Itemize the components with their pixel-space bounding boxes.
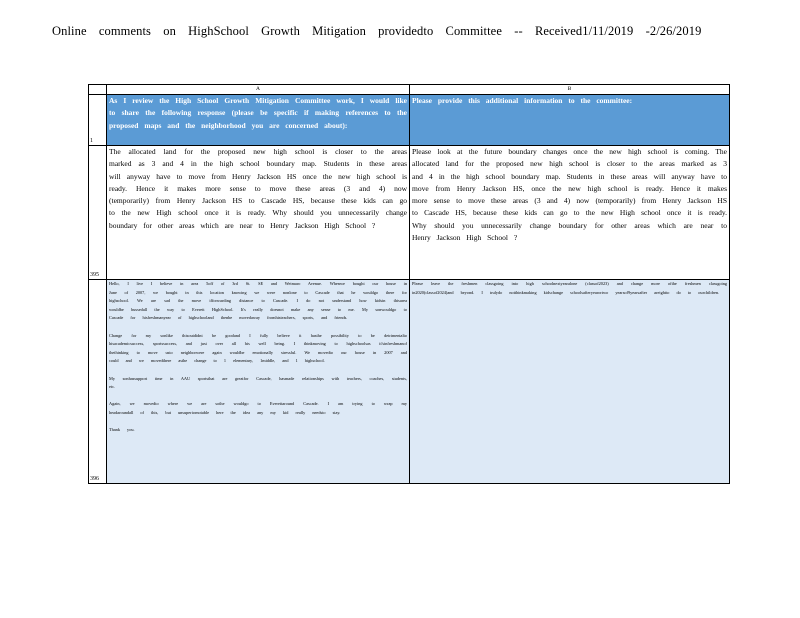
column-header-row [89, 85, 730, 95]
comment-cell-b[interactable]: Please look at the future boundary changes once the new high school is coming. The allocated land for the proposed new high school is closer to the areas marked as 3 and 4 in the high school boundary map. Students in these areas will anyway have to move from Henry Jackson HS, once the new high school is ready. Hence it makes more sense to move these areas (3 and 4) now (temporarily) from Henry Jackson HS to Cascade HS, because these kids can go to the new High school once it is ready. Why should you unnecessarily change boundary for other areas which are near to Henry Jackson High School ? [410, 146, 730, 280]
table-row [89, 95, 730, 146]
corner-cell [89, 85, 107, 95]
column-header-b[interactable]: B [410, 85, 730, 95]
comment-paragraph: My sonhassupport time in AAU sportsthat are greatfor Cascade, hasmade relationships with teachers, coaches, students, etc. [109, 375, 407, 390]
comment-cell-a[interactable] [107, 280, 410, 484]
header-prompt-b[interactable]: Please provide this additional information to the committee: [410, 95, 730, 146]
row-number[interactable]: 1 [89, 95, 107, 146]
page-title: Online comments on HighSchool Growth Mitigation providedto Committee -- Received1/11/2019 -2/26/2019 [52, 24, 702, 38]
table-row [89, 280, 730, 484]
comment-paragraph: Hello, I live I believe in area 5off of 3rd St. SE and Weimaro Avenue. Whenwe bought our house in June of 2007, we bought in this location knowing we were nonlone to Cascade that he wouldgo there for highschool. We are sad the move ifforwarding distance to Cascade. I do not understand how kidsin thisarea wouldbe bussedall the way to Everett HighSchool. It's really doesnot make any sense to me. My sonwouldgo to Cascade for hisfreshmanyear of highschooland thenbe movedaway fromhisteachers, sports, and friends. [109, 281, 407, 321]
comments-sheet [88, 84, 730, 484]
comment-cell-a[interactable]: The allocated land for the proposed new high school is closer to the areas marked as 3 and 4 in the high school boundary map. Students in these areas will anyway have to move from Henry Jackson HS once the new high school is ready. Hence it makes more sense to move these areas (3 and 4) now (temporarily) from Henry Jackson HS to Cascade HS, because these kids can go to the new High school once it is ready. Why should you unnecessarily change boundary for other areas which are near to Henry Jackson High School ? [107, 146, 410, 280]
comment-cell-b[interactable]: Please leave the freshmen classgoing into high schoolnextyearalone (classof2023) and change more ofthe freshmen classgoing in2020(classof2024)and beyond. I trulydo notthinkmaking kidschange schoolsafteryearortwo yearsof9yearsafter areightto do to ourchildren. [410, 280, 730, 484]
comment-paragraph: Change for my sonlike thisoutdidnt be goodand I fully believe it hasthe possibility to be detrimentalto hisacademicsuccess, sportssuccess, and just over all his well being. I thinkmoving to highschoolsas it'sinfreshmanof thethinking to move usto neighborwere again wouldbe emotionally stressful. We movedto our house in 2007 and could and we movedthere asthe change to 1 elementary, 1middle, and 1 highschool. [109, 332, 407, 364]
comment-paragraph: Thank you. [109, 427, 135, 433]
comment-paragraph: Again, we movedto where we are sothe wouldgo to Everettaround Cascade. I am trying to wrap my headaroundall of this, but unsuperiornotable here the idea any my kid really needsto stay. [109, 401, 407, 415]
header-prompt-a[interactable]: As I review the High School Growth Mitigation Committee work, I would like to share the following response (please be specific if making references to the proposed maps and the neighborhood you are concerned about): [107, 95, 410, 146]
row-number[interactable]: 396 [89, 280, 107, 484]
table-row [89, 146, 730, 280]
column-header-a[interactable]: A [107, 85, 410, 95]
row-number[interactable]: 395 [89, 146, 107, 280]
